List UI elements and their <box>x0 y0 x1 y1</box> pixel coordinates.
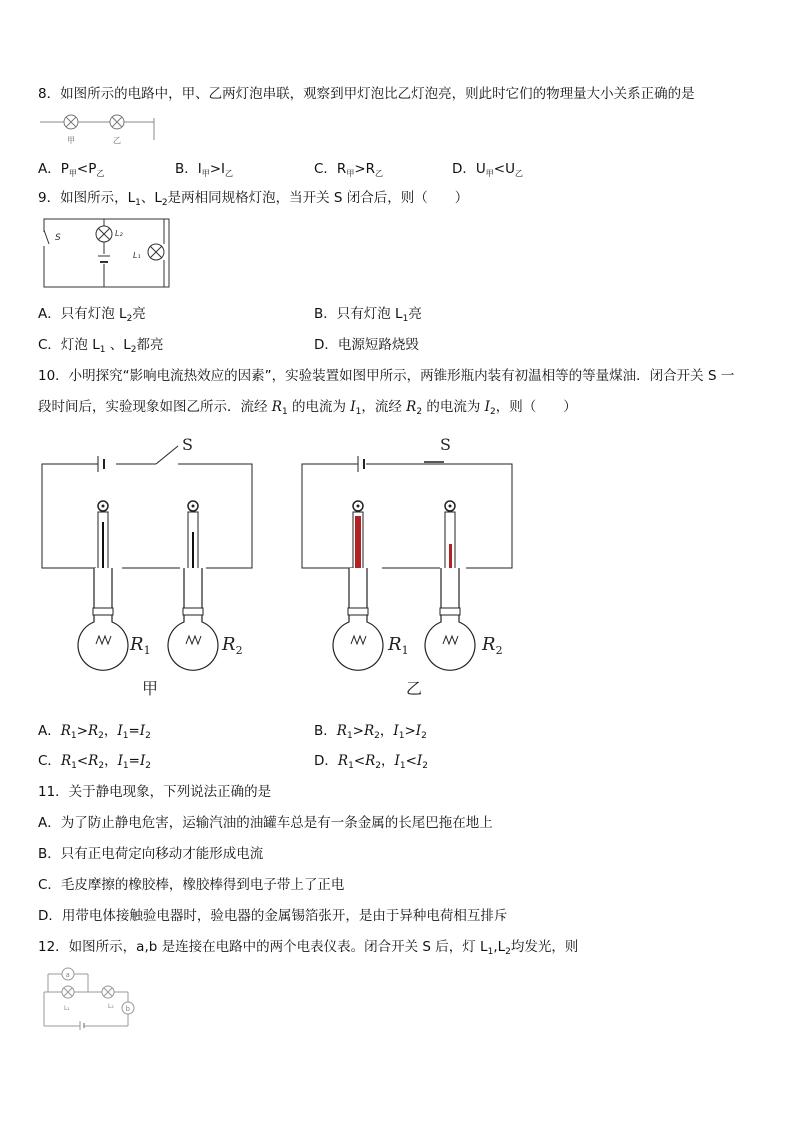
q8-option-c[interactable]: C．$R_甲>R_乙$ <box>314 161 384 178</box>
q11-option-c[interactable]: C．毛皮摩擦的橡胶棒，橡胶棒得到电子带上了正电 <box>38 877 345 893</box>
q9-option-d[interactable]: D．电源短路烧毁 <box>314 337 419 353</box>
svg-text:a: a <box>65 971 70 979</box>
q10-option-a[interactable]: A．$R_1>R_2$，$I_1=I_2$ <box>38 723 151 741</box>
q9-option-c[interactable]: C．灯泡 $L_1$ 、$L_2$都亮 <box>38 337 164 355</box>
q12-stem: 12．如图所示，a,b 是连接在电路中的两个电表仪表。闭合开关 S 后，灯 $L_1,L_2$均发光，则 <box>38 939 579 957</box>
lamp-icon <box>64 115 78 129</box>
switch-label: S <box>55 233 61 243</box>
switch-label: S <box>440 435 451 454</box>
q10-stem-line2: 段时间后，实验现象如图乙所示．流经 $R_1$ 的电流为 $I_1$，流经 $R_2$ 的电流为 $I_2$，则（ ） <box>38 399 577 417</box>
switch-icon <box>40 230 49 246</box>
battery-icon <box>98 456 104 472</box>
lamp-icon <box>148 244 164 260</box>
q8-option-a[interactable]: A．$P_甲<P_乙$ <box>38 161 105 178</box>
q10-option-b[interactable]: B．$R_1>R_2$，$I_1>I_2$ <box>314 723 427 741</box>
q8-circuit-figure <box>40 110 156 148</box>
q10-option-d[interactable]: D．$R_1<R_2$，$I_1<I_2$ <box>314 753 428 771</box>
q9-option-b[interactable]: B．只有灯泡 $L_1$亮 <box>314 306 422 324</box>
lamp-icon <box>96 226 112 242</box>
q9-option-a[interactable]: A．只有灯泡 $L_2$亮 <box>38 306 146 324</box>
caption-yi: 乙 <box>406 679 423 698</box>
lamp-label-yi: 乙 <box>113 136 121 145</box>
flask-icon <box>425 568 475 670</box>
lamp-icon <box>62 986 74 998</box>
q10-figure-jia <box>36 432 266 702</box>
q8-option-d[interactable]: D．$U_甲<U_乙$ <box>452 161 523 178</box>
q8-option-b[interactable]: B．$I_甲>I_乙$ <box>175 161 234 178</box>
flask-icon <box>168 568 218 670</box>
battery-icon <box>358 456 364 472</box>
q10-option-c[interactable]: C．$R_1<R_2$，$I_1=I_2$ <box>38 753 152 771</box>
switch-label: S <box>182 435 193 454</box>
q9-circuit-figure <box>40 214 175 292</box>
q9-stem: 9．如图所示，$L_1$、$L_2$是两相同规格灯泡，当开关 S 闭合后，则（ ） <box>38 190 469 208</box>
resistor-label-r2: $R_2$ <box>222 634 243 657</box>
resistor-label-r2: $R_2$ <box>482 634 503 657</box>
q12-circuit-figure <box>40 964 140 1030</box>
battery-icon <box>80 1021 84 1030</box>
switch-icon <box>156 446 178 464</box>
resistor-label-r1: $R_1$ <box>388 634 409 657</box>
flask-icon <box>78 568 128 670</box>
battery-icon <box>98 254 110 264</box>
resistor-label-r1: $R_1$ <box>130 634 151 657</box>
q11-option-b[interactable]: B．只有正电荷定向移动才能形成电流 <box>38 846 264 862</box>
caption-jia: 甲 <box>142 679 159 698</box>
lamp-label-l1: L₁ <box>64 1005 70 1012</box>
q11-option-a[interactable]: A．为了防止静电危害，运输汽油的油罐车总是有一条金属的长尾巴拖在地上 <box>38 815 493 831</box>
q8-stem: 8．如图所示的电路中，甲、乙两灯泡串联，观察到甲灯泡比乙灯泡亮，则此时它们的物理量大小关系正确的是 <box>38 86 695 102</box>
lamp-icon <box>102 986 114 998</box>
lamp-label-l1: L₁ <box>133 251 141 260</box>
q10-stem-line1: 10．小明探究“影响电流热效应的因素”，实验装置如图甲所示，两锥形瓶内装有初温相等的等量煤油．闭合开关 S 一 <box>38 368 735 384</box>
flask-icon <box>333 568 383 670</box>
meter-icon <box>62 968 74 980</box>
lamp-icon <box>110 115 124 129</box>
lamp-label-l2: L₂ <box>108 1003 114 1010</box>
q11-stem: 11．关于静电现象，下列说法正确的是 <box>38 784 272 800</box>
lamp-label-l2: L₂ <box>115 229 123 238</box>
lamp-label-jia: 甲 <box>67 136 75 145</box>
q11-option-d[interactable]: D．用带电体接触验电器时，验电器的金属锡箔张开，是由于异种电荷相互排斥 <box>38 908 508 924</box>
svg-text:b: b <box>125 1005 130 1013</box>
q10-figure-yi <box>296 432 526 702</box>
meter-icon <box>122 1002 134 1014</box>
